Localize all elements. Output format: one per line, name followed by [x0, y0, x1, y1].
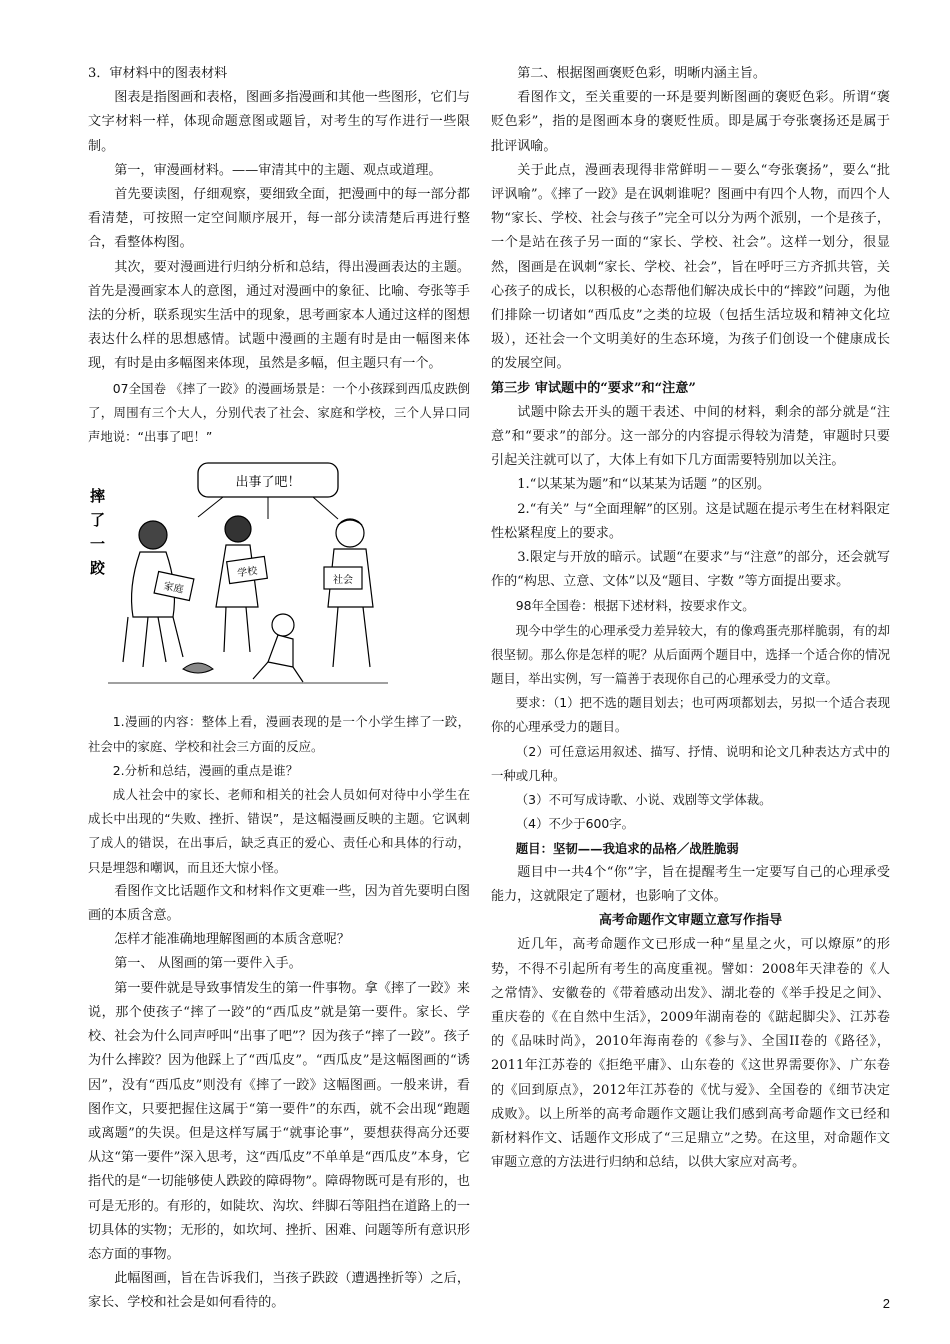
watermelon-peel	[183, 663, 213, 673]
paragraph: 第一，审漫画材料。——审清其中的主题、观点或道理。	[114, 162, 442, 178]
parent-figure	[123, 521, 194, 667]
requirement: （3）不可写成诗歌、小说、戏剧等文学体裁。	[515, 792, 772, 808]
requirement: 要求：（1）把不选的题目划去；也可两项都划去，另拟一个适合表现你的心理承受力的题目。	[491, 695, 890, 735]
teacher-figure	[216, 516, 267, 652]
exam-example: 07全国卷 《摔了一跤》的漫画场景是：一个小孩踩到西瓜皮跌倒了，周围有三个大人，分别代表了社会、家庭和学校，三个人异口同声地说：“出事了吧！”	[88, 380, 470, 445]
cartoon-illustration	[88, 457, 468, 689]
paragraph: 图表是指图画和表格，图画多指漫画和其他一些图形，它们与文字材料一样，体现命题意图或题旨，对考生的写作进行一些限制。	[88, 90, 470, 154]
title-char: 跤	[90, 559, 106, 578]
paragraph: 怎样才能准确地理解图画的本质含意呢？	[114, 932, 350, 948]
step-heading: 第三步 审试题中的“要求”和“注意”	[491, 380, 696, 396]
sign-society: 社会	[333, 575, 353, 587]
paragraph: 第一、 从图画的第一要件入手。	[114, 956, 302, 972]
paragraph: 近几年，高考命题作文已形成一种“星星之火，可以燎原”的形势，不得不引起所有考生的高度重视。譬如：2008年天津卷的《人之常情》、安徽卷的《带着感动出发》、湖北卷的《举手投足之间》、重庆卷的《在自然中生活》，2009年湖南卷的《踮起脚尖》、江苏卷的《品味时尚》，2010年海南卷的《参与》、全国II卷的《路径》，2011年江苏卷的《拒绝平庸》、山东卷的《这世界需要你》、广东卷的《回到原点》，2012年江苏卷的《忧与爱》、全国卷的《细节决定成败》。以上所举的高考命题作文题让我们感到高考命题作文已经和新材料作文、话题作文形成了“三足鼎立”之势。在这里，对命题作文审题立意的方法进行归纳和总结，以供大家应对高考。	[491, 937, 890, 1171]
paragraph: 2.“有关” 与“全面理解”的区别。这是试题在提示考生在材料限定性松紧程度上的要求。	[491, 501, 890, 541]
paragraph: 2.分析和总结，漫画的重点是谁？	[112, 762, 299, 778]
speech-bubble	[198, 463, 338, 519]
exam-example: 98年全国卷：根据下述材料，按要求作文。	[515, 598, 755, 614]
paragraph: 1.“以某某为题”和“以某某为话题 ”的区别。	[517, 477, 771, 493]
paragraph: 3.限定与开放的暗示。试题“在要求”与“注意”的部分，还会就写作的“构思、立意、文体”以及“题目、字数 ”等方面提出要求。	[491, 550, 890, 590]
right-column	[491, 62, 890, 1175]
paragraph: 题目中一共4个“你”字，旨在提醒考生一定要写自己的心理承受能力，这就限定了题材，也影响了文体。	[491, 864, 890, 904]
sign-school: 学校	[236, 565, 259, 580]
paragraph: 看图作文，至关重要的一环是要判断图画的褒贬色彩。所谓“褒贬色彩”，指的是图画本身的褒贬性质。即是属于夸张褒扬还是属于批评讽喻。	[491, 90, 890, 154]
section-heading: 3．审材料中的图表材料	[88, 66, 228, 81]
page-number: 2	[882, 1296, 890, 1311]
requirement: （2）可任意运用叙述、描写、抒情、说明和论文几种表达方式中的一种或几种。	[491, 743, 890, 783]
requirement: （4）不少于600字。	[515, 816, 635, 832]
paragraph: 此幅图画，旨在告诉我们，当孩子跌跤（遭遇挫折等）之后，家长、学校和社会是如何看待的。	[88, 1271, 470, 1311]
paragraph: 1.漫画的内容：整体上看，漫画表现的是一个小学生摔了一跤，社会中的家庭、学校和社会三方面的反应。	[88, 714, 470, 754]
left-column	[88, 62, 470, 1316]
paragraph: 试题中除去开头的题干表述、中间的材料，剩余的部分就是“注意”和“要求”的部分。这一部分的内容提示得较为清楚，审题时只要引起关注就可以了，大体上有如下几方面需要特别加以关注。	[491, 404, 890, 469]
paragraph: 第一要件就是导致事情发生的第一件事物。拿《摔了一跤》来说，那个使孩子“摔了一跤”的“西瓜皮”就是第一要件。家长、学校、社会为什么同声呼叫“出事了吧”？因为孩子“摔了一跤”。孩子为什么摔跤？因为他踩上了“西瓜皮”。“西瓜皮”是这幅图画的“诱因”，没有“西瓜皮”则没有《摔了一跤》这幅图画。一般来讲，看图作文，只要把握住这属于“第一要件”的东西，就不会出现“跑题或离题”的失误。但是这样写属于“就事论事”，要想获得高分还要从这“第一要件”深入思考，这“西瓜皮”不单单是“西瓜皮”本身，它指代的是“一切能够使人跌跤的障碍物”。障碍物既可是有形的，也可是无形的。有形的，如陡坎、沟坎、绊脚石等阻挡在道路上的一切具体的实物；无形的，如坎坷、挫折、困难、问题等所有意识形态方面的事物。	[88, 980, 470, 1262]
paragraph: 现今中学生的心理承受力差异较大，有的像鸡蛋壳那样脆弱，有的却很坚韧。那么你是怎样的呢？从后面两个题目中，选择一个适合你的情况题目，举出实例，写一篇善于表现你自己的心理承受力的文章。	[491, 622, 890, 687]
title-char: 一	[90, 535, 106, 554]
paragraph: 成人社会中的家长、老师和相关的社会人员如何对待中小学生在成长中出现的“失败、挫折、错误”，是这幅漫画反映的主题。它讽刺了成人的错误，在出事后，缺乏真正的爱心、责任心和具体的行动，只是埋怨和嘲讽，而且还大惊小怪。	[88, 787, 470, 875]
title-char: 了	[90, 511, 106, 530]
paragraph: 关于此点，漫画表现得非常鲜明－－要么“夸张褒扬”，要么“批评讽喻”。《摔了一跤》是在讽刺谁呢？图画中有四个人物，而四个人物“家长、学校、社会与孩子”完全可以分为两个派别，一个是孩子，一个是站在孩子另一面的“家长、学校、社会”。这样一划分，很显然，图画是在讽刺“家长、学校、社会”，旨在呼吁三方齐抓共管，关心孩子的成长，以积极的心态帮他们解决成长中的“摔跤”问题，为他们排除一切诸如“西瓜皮”之类的垃圾（包括生活垃圾和精神文化垃圾），还社会一个文明美好的生态环境，为孩子们创设一个健康成长的发展空间。	[491, 162, 890, 372]
speech-text: 出事了吧！	[235, 475, 301, 491]
child-figure	[253, 614, 303, 682]
paragraph: 第二、根据图画褒贬色彩，明晰内涵主旨。	[517, 66, 766, 81]
sign-family: 家庭	[162, 581, 185, 597]
paragraph: 其次，要对漫画进行归纳分析和总结，得出漫画表达的主题。首先是漫画家本人的意图，通过对漫画中的象征、比喻、夸张等手法的分析，联系现实生活中的现象，思考画家本人通过这样的图想表达什么样的思想感情。试题中漫画的主题有时是由一幅图来体现，有时是由多幅图来体现，虽然是多幅，但主题只有一个。	[88, 259, 470, 372]
cartoon-vertical-title	[90, 487, 106, 577]
section-title: 高考命题作文审题立意写作指导	[598, 913, 783, 929]
paragraph: 首先要读图，仔细观察，要细致全面，把漫画中的每一部分都看清楚，可按照一定空间顺序展开，每一部分读清楚后再进行整合，看整体构图。	[88, 187, 470, 251]
exam-titles: 题目：坚韧——我追求的品格／战胜脆弱	[515, 840, 739, 856]
title-char: 摔	[90, 487, 106, 506]
society-figure	[324, 519, 373, 667]
paragraph: 看图作文比话题作文和材料作文更难一些，因为首先要明白图画的本质含意。	[88, 883, 470, 924]
